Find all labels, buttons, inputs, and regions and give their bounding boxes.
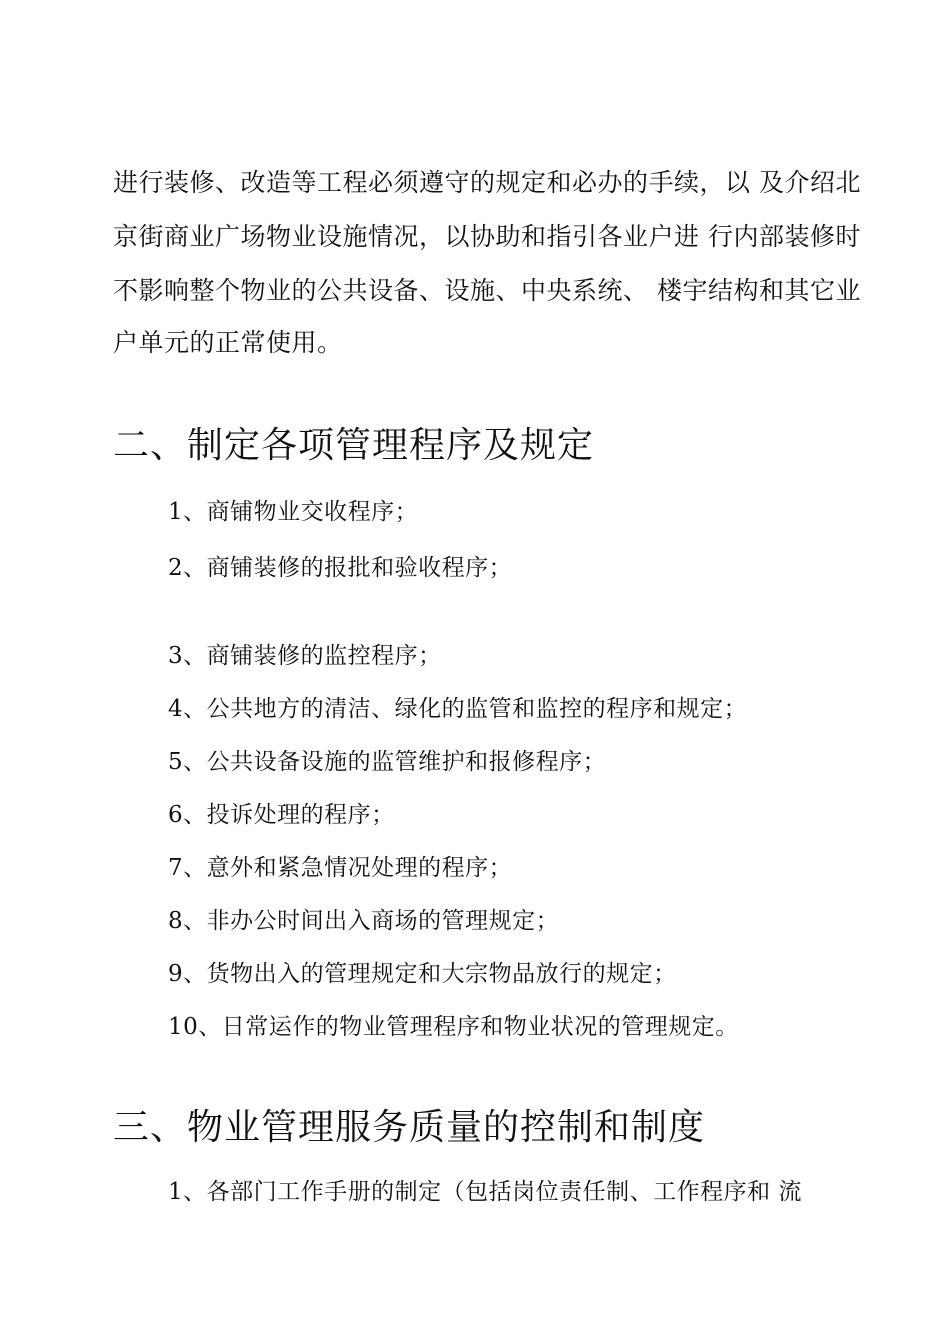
section-3-item-1: 1、各部门工作手册的制定（包括岗位责任制、工作程序和 流 — [168, 1179, 802, 1205]
section-2-item-6: 6、投诉处理的程序； — [168, 802, 395, 828]
intro-line-2: 京街商业广场物业设施情况，以协助和指引各业户进 行内部装修时 — [113, 222, 861, 251]
section-2-item-10: 10、日常运作的物业管理程序和物业状况的管理规定。 — [168, 1014, 739, 1040]
section-2-item-1: 1、商铺物业交收程序； — [168, 499, 419, 525]
section-2-heading: 二、制定各项管理程序及规定 — [113, 425, 595, 466]
intro-line-3: 不影响整个物业的公共设备、设施、中央系统、 楼宇结构和其它业 — [113, 276, 861, 305]
section-2-item-7: 7、意外和紧急情况处理的程序； — [168, 855, 513, 881]
intro-line-1: 进行装修、改造等工程必须遵守的规定和必办的手续，以 及介绍北 — [113, 168, 861, 197]
section-2-item-9: 9、货物出入的管理规定和大宗物品放行的规定； — [168, 961, 677, 987]
section-2-item-3: 3、商铺装修的监控程序； — [168, 643, 442, 669]
intro-line-4: 户单元的正常使用。 — [113, 328, 343, 357]
section-2-item-5: 5、公共设备设施的监管维护和报修程序； — [168, 749, 607, 775]
section-3-heading: 三、物业管理服务质量的控制和制度 — [113, 1107, 706, 1148]
section-2-item-4: 4、公共地方的清洁、绿化的监管和监控的程序和规定； — [168, 696, 748, 722]
section-2-item-8: 8、非办公时间出入商场的管理规定； — [168, 908, 560, 934]
section-2-item-2: 2、商铺装修的报批和验收程序； — [168, 555, 513, 581]
